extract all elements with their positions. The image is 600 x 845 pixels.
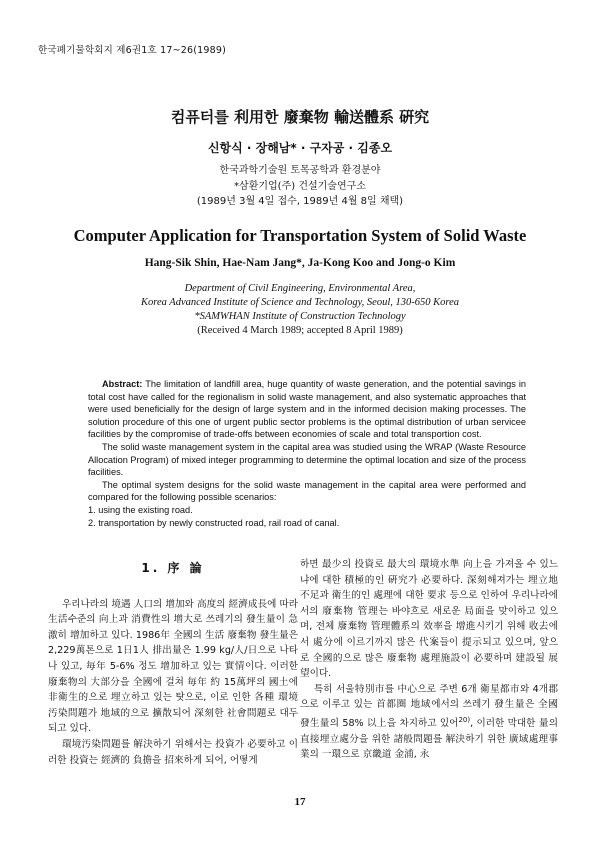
body-right-column: [300, 557, 558, 763]
journal-citation: 한국폐기물학회지 제6권1호 17~26(1989): [38, 45, 227, 56]
body-paragraph: 우리나라의 境遇 人口의 增加와 高度의 經濟成長에 따라 生活수준의 向上과 消費性의 增大로 쓰레기의 發生量이 急激히 增加하고 있다. 1986年 全國의 生活 廢棄物 發生量은 2,229萬톤으로 1日1人 排出量은 1.99 kg/人/日으로 나타나 있고, 毎年 5-6% 정도 增加하고 있는 實情이다. 이러한 廢棄物의 大部分을 全國에 걸쳐 毎年 約 15萬坪의 國土에 非衛生的으로 埋立하고 있는 탓으로, 이로 인한 各種 環境汚染問題가 地域的으로 擴散되어 深刻한 社會問題로 대두되고 있다.: [48, 598, 298, 735]
body-paragraph: [300, 682, 558, 763]
abstract-paragraph-1: [88, 378, 526, 441]
korean-affiliation-1: 한국과학기술원 토목공학과 환경분야: [219, 165, 381, 176]
english-affiliation-2: Korea Advanced Institute of Science and Technology, Seoul, 130-650 Korea: [141, 297, 459, 308]
korean-authors: 신항식 · 장해남* · 구자공 · 김종오: [207, 141, 393, 155]
abstract-scenario-1: 1. using the existing road.: [88, 504, 193, 515]
abstract-text-1: The limitation of landfill area, huge quantity of waste generation, and the potential savings in total cost have called for the regionalism in solid waste management, and also systematic approaches that were used beneficially for the design of large system and in the informed decision making processes. The solution procedure of this one of urgent public sector problems is the optimal distribution of urban servicee facilities by the compromise of trade-offs between economies of scale and total transportion cost.: [88, 379, 526, 440]
english-received-date: (Received 4 March 1989; accepted 8 April 1989): [197, 325, 403, 336]
korean-affiliation-2: *삼환기업(주) 건설기술연구소: [234, 181, 366, 192]
korean-received-date: (1989년 3월 4일 접수, 1989년 4월 8일 채택): [196, 196, 404, 207]
body-paragraph: 環境汚染問題를 解決하기 위해서는 投資가 必要하고 이러한 投資는 經濟的 負擔을 招來하게 되어, 어떻게: [48, 738, 298, 766]
body-left-column: [48, 557, 298, 768]
body-text: , 이러한 막대한 量의 直接埋立處分을 위한 諸般問題를 解決하기 위한 廣域處理事業의 一環으로 京畿道 金浦, 永: [300, 718, 558, 761]
abstract: [88, 378, 526, 529]
english-affiliation-3: *SAMWHAN Institute of Construction Technology: [194, 311, 406, 322]
abstract-paragraph-2: The solid waste management system in the capital area was studied using the WRAP (Waste Resource Allocation Program) of mixed integer programming to determine the optimal location and size of the process facilities.: [88, 441, 526, 478]
body-text: 특히 서울特別市를 中心으로 주변 6개 衛星都市와 4개郡으로 이루고 있는 首都圈 地域에서의 쓰레기 發生量은 全國 發生量의 58% 以上을 차지하고 있어: [300, 683, 558, 730]
english-affiliation-1: Department of Civil Engineering, Environmental Area,: [184, 283, 416, 294]
reference-marker: 20): [458, 715, 471, 724]
abstract-paragraph-3: The optimal system designs for the solid waste management in the capital area were performed and compared for the following possible scenarios:: [88, 479, 526, 503]
section-heading-introduction: 1. 序 論: [141, 561, 205, 575]
english-authors: Hang-Sik Shin, Hae-Nam Jang*, Ja-Kong Koo and Jong-o Kim: [144, 257, 456, 269]
english-title: Computer Application for Transportation System of Solid Waste: [73, 226, 527, 245]
abstract-scenario-2: 2. transportation by newly constructed road, rail road of canal.: [88, 517, 340, 528]
abstract-label: Abstract:: [102, 379, 143, 389]
korean-title: 컴퓨터를 利用한 廢棄物 輸送體系 硏究: [170, 108, 430, 126]
page-number: 17: [294, 796, 306, 808]
body-paragraph: 하면 最少의 投資로 最大의 環境水準 向上을 가져올 수 있느냐에 대한 積極的인 硏究가 必要하다. 深刻해져가는 埋立地 不足과 衛生的인 處理에 대한 要求 등으로 인하여 우리나라에서의 廢棄物 管理는 바야흐로 새로운 局面을 맞이하고 있으며, 전체 廢棄物 管理體系의 效率을 增進시키기 위해 收去에서 處分에 이르기까지 많은 代案들이 提示되고 있으며, 앞으로 全國的으로 많은 廢棄物 處理施設이 必要하며 建設될 展望이다.: [300, 559, 558, 680]
